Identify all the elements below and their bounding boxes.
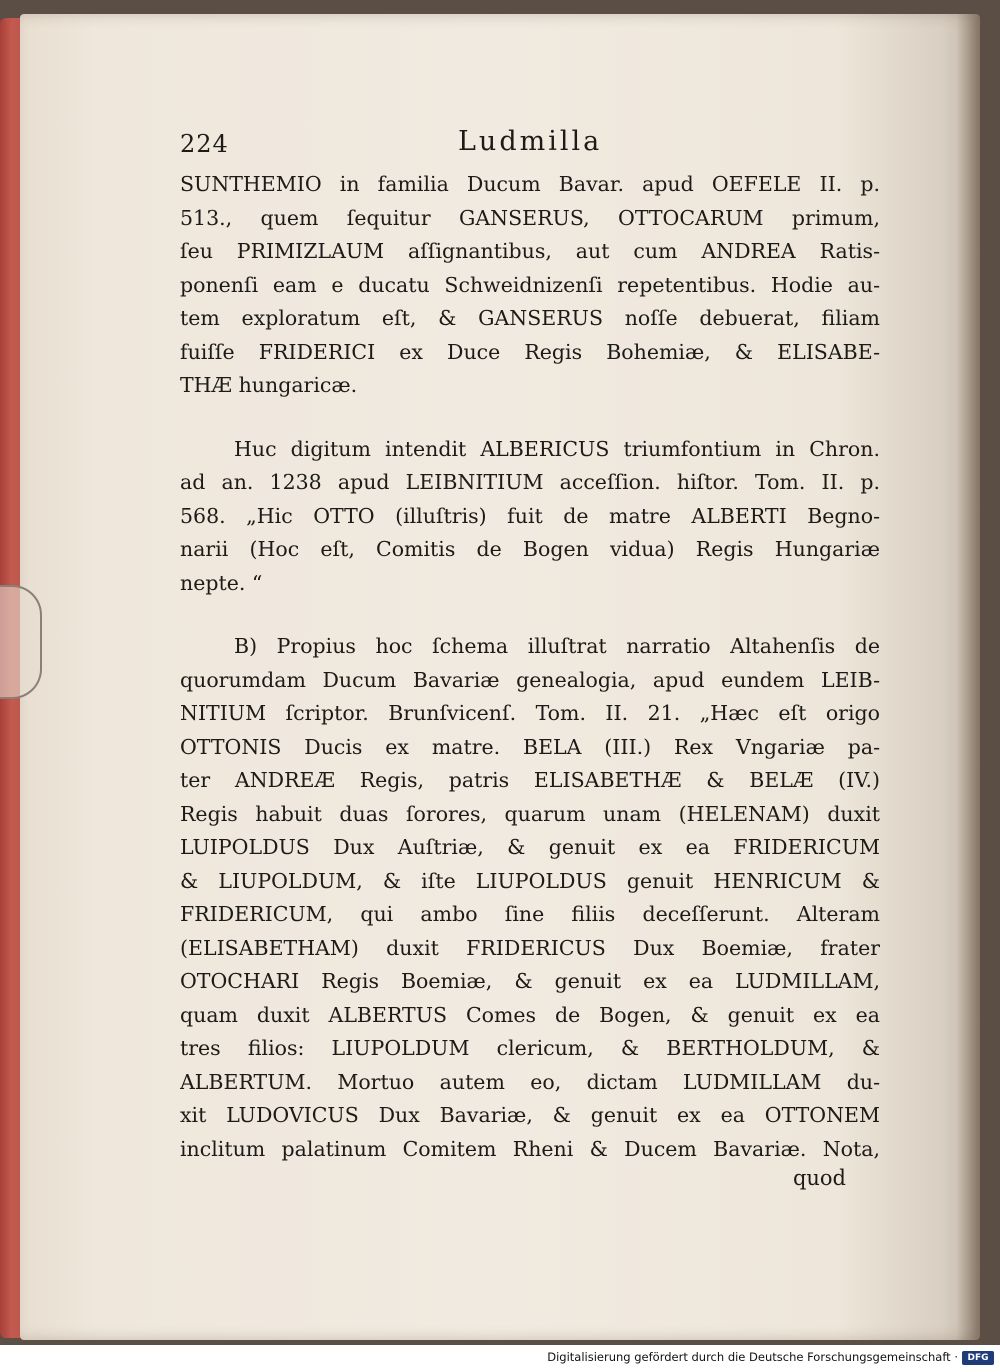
catchword: quod bbox=[792, 1166, 846, 1190]
text-line: nepte. “ bbox=[180, 570, 263, 595]
text-line: Huc digitum intendit ALBERICUS triumfontium in Chron. bbox=[234, 436, 880, 461]
text-line: LUIPOLDUS Dux Auſtriæ, & genuit ex ea FRIDERICUM bbox=[180, 835, 880, 859]
page-number: 224 bbox=[180, 130, 229, 158]
text-line: SUNTHEMIO in familia Ducum Bavar. apud OEFELE II. p. bbox=[180, 172, 880, 196]
text-line: ad an. 1238 apud LEIBNITIUM acceſſion. hiſtor. Tom. II. p. bbox=[180, 470, 880, 494]
text-line: ſeu PRIMIZLAUM aſſignantibus, aut cum ANDREA Ratis- bbox=[180, 239, 880, 263]
footer-credit: Digitalisierung gefördert durch die Deutsche Forschungsgemeinschaft · bbox=[547, 1350, 958, 1364]
text-line: 568. „Hic OTTO (illuſtris) fuit de matre ALBERTI Begno- bbox=[180, 503, 880, 528]
text-line: quorumdam Ducum Bavariæ genealogia, apud eundem LEIB- bbox=[180, 667, 880, 692]
paragraph-gap bbox=[180, 600, 880, 630]
paragraph-3 bbox=[180, 630, 880, 1166]
page-text-block bbox=[180, 124, 880, 1190]
text-line: inclitum palatinum Comitem Rheni & Ducem Bavariæ. Nota, bbox=[180, 1136, 880, 1161]
text-line: FRIDERICUM, qui ambo ſine filiis deceſſerunt. Alteram bbox=[180, 902, 880, 926]
footer-bar bbox=[0, 1345, 1000, 1372]
text-line: NITIUM ſcriptor. Brunſvicenſ. Tom. II. 21. „Hæc eſt origo bbox=[180, 701, 880, 725]
text-line: THÆ hungaricæ. bbox=[180, 373, 358, 397]
text-line: ter ANDREÆ Regis, patris ELISABETHÆ & BELÆ (IV.) bbox=[180, 768, 880, 792]
text-line: & LIUPOLDUM, & iſte LIUPOLDUS genuit HENRICUM & bbox=[180, 868, 880, 893]
text-line: xit LUDOVICUS Dux Bavariæ, & genuit ex ea OTTONEM bbox=[180, 1103, 880, 1127]
text-line: tem exploratum eſt, & GANSERUS noſſe debuerat, filiam bbox=[180, 306, 880, 330]
text-line: OTOCHARI Regis Boemiæ, & genuit ex ea LUDMILLAM, bbox=[180, 969, 880, 993]
text-line: tres filios: LIUPOLDUM clericum, & BERTHOLDUM, & bbox=[180, 1036, 880, 1060]
text-line: ALBERTUM. Mortuo autem eo, dictam LUDMILLAM du- bbox=[180, 1069, 880, 1094]
text-line: fuiſſe FRIDERICI ex Duce Regis Bohemiæ, & ELISABE- bbox=[180, 339, 880, 364]
running-head bbox=[180, 124, 880, 168]
text-line: ponenſi eam e ducatu Schweidnizenſi repetentibus. Hodie au- bbox=[180, 272, 880, 297]
text-line: OTTONIS Ducis ex matre. BELA (III.) Rex Vngariæ pa- bbox=[180, 734, 880, 759]
paragraph-2 bbox=[180, 433, 880, 601]
text-line: B) Propius hoc ſchema illuſtrat narratio Altahenſis de bbox=[234, 634, 880, 658]
paragraph-gap bbox=[180, 403, 880, 433]
text-line: 513., quem ſequitur GANSERUS, OTTOCARUM primum, bbox=[180, 205, 880, 230]
text-line: Regis habuit duas ſorores, quarum unam (HELENAM) duxit bbox=[180, 801, 880, 826]
page-tab-marker bbox=[0, 585, 42, 699]
paragraph-1 bbox=[180, 168, 880, 403]
text-line: (ELISABETHAM) duxit FRIDERICUS Dux Boemiæ, frater bbox=[180, 935, 880, 960]
text-line: quam duxit ALBERTUS Comes de Bogen, & genuit ex ea bbox=[180, 1002, 880, 1027]
text-line: narii (Hoc eſt, Comitis de Bogen vidua) Regis Hungariæ bbox=[180, 537, 880, 561]
dfg-logo: DFG bbox=[962, 1351, 994, 1365]
running-title: Ludmilla bbox=[458, 126, 603, 157]
page-gutter-shadow bbox=[956, 14, 980, 1340]
